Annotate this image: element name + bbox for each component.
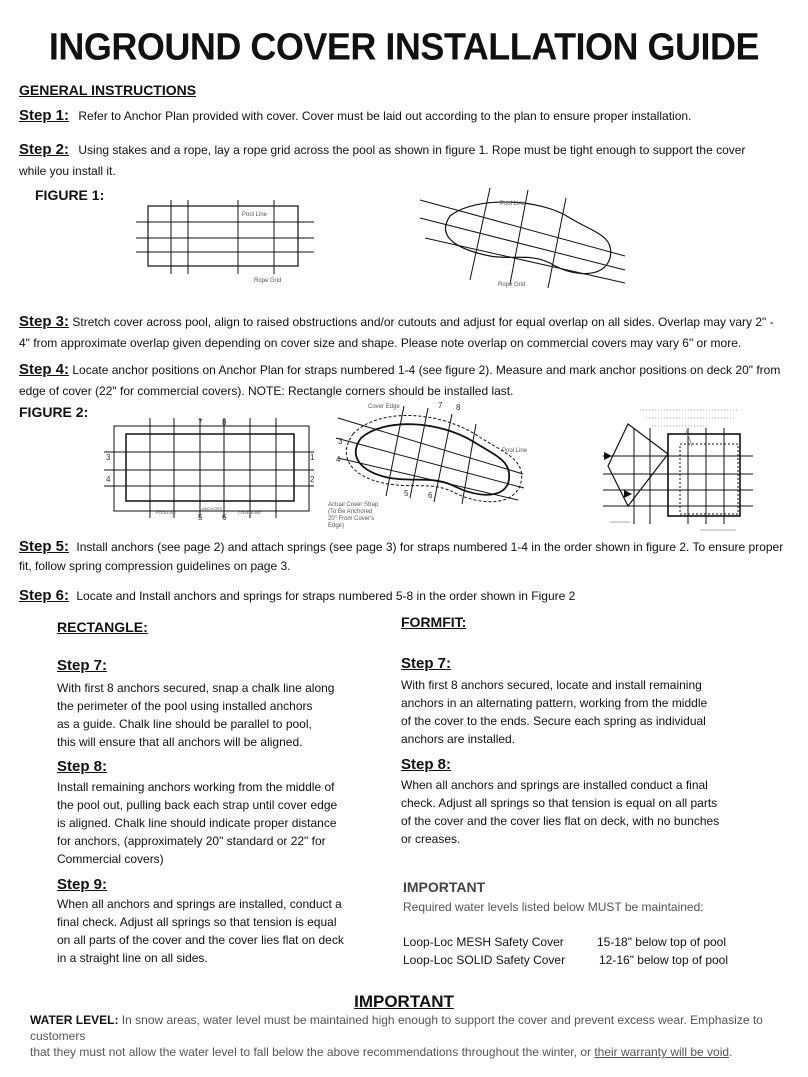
- water-level-text-b: that they must not allow the water level to fall below the above recommendations throughout the winter, or: [30, 1045, 591, 1059]
- rope-line: [420, 200, 625, 256]
- pool-line-label: Pool Line: [242, 212, 268, 218]
- important-box-heading: IMPORTANT: [403, 879, 486, 895]
- formfit-step-7-line: of the cover to the ends. Secure each spring as individual: [401, 714, 706, 728]
- strap-number-8: 8: [456, 403, 461, 412]
- rect-step-8-line: is aligned. Chalk line should indicate proper distance: [57, 816, 337, 830]
- rope-line: [470, 188, 490, 280]
- rect-step-9-text: [57, 895, 357, 967]
- water-level-end: .: [729, 1045, 733, 1059]
- general-instructions-heading: GENERAL INSTRUCTIONS: [19, 82, 197, 98]
- corner-strap-path: [608, 424, 668, 506]
- pool-line-label: Pool Line: [502, 448, 528, 454]
- formfit-step-7-line: With first 8 anchors secured, locate and install remaining: [401, 678, 702, 692]
- water-level-table: [403, 933, 733, 969]
- step-4-text-a: Locate anchor positions on Anchor Plan for straps numbered 1-4 (see figure 2). Measure and mark anchor positions on deck 20" from: [72, 363, 781, 377]
- formfit-heading: FORMFIT:: [401, 614, 467, 630]
- step-4-label: Step 4:: [19, 361, 70, 378]
- cover-type: Loop-Loc SOLID Safety Cover: [403, 953, 566, 967]
- rect-step-7-text: [57, 679, 357, 751]
- rect-step-8-text: [57, 778, 357, 868]
- rect-step-9-line: final check. Adjust all springs so that tension is equal: [57, 915, 337, 929]
- formfit-step-8-line: check. Adjust all springs so that tension is equal on all parts: [401, 796, 718, 810]
- step-2-text-a: Using stakes and a rope, lay a rope grid across the pool as shown in figure 1. Rope must be tight enough to support the cover: [78, 143, 746, 157]
- figure-2-rectangle-diagram: [104, 418, 319, 523]
- rope-grid-label: Rope Grid: [498, 282, 526, 288]
- rect-step-7-label: Step 7:: [57, 657, 108, 674]
- actual-strap-line-1: Actual Cover Strap: [328, 502, 379, 508]
- water-level-value: 15-18" below top of pool: [597, 935, 727, 949]
- strap-number-6: 6: [222, 513, 227, 522]
- strap-number-6: 6: [428, 491, 433, 500]
- actual-strap-line-3: 20" From Cover's: [328, 516, 375, 522]
- formfit-step-8-line: of the cover and the cover lies flat on deck, with no bunches: [401, 814, 720, 828]
- water-level-label: WATER LEVEL:: [30, 1013, 119, 1027]
- step-5: [19, 537, 799, 557]
- strap-number-8: 8: [222, 418, 227, 427]
- coverline-label: COVERLINE: [238, 510, 262, 515]
- figure-1-rectangle-diagram: [136, 200, 316, 290]
- figure-2-corner-detail-diagram: [588, 406, 758, 536]
- water-level-row: [403, 951, 733, 969]
- footer-important-heading: IMPORTANT: [354, 992, 454, 1011]
- step-1-label: Step 1:: [19, 107, 70, 124]
- rect-step-7-line: With first 8 anchors secured, snap a chalk line along: [57, 681, 335, 695]
- strap-number-5: 5: [404, 489, 409, 498]
- step-5-label: Step 5:: [19, 538, 70, 555]
- step-6-text: Locate and Install anchors and springs for straps numbered 5-8 in the order shown in Figure 2: [76, 589, 576, 603]
- step-5-text-b: fit, follow spring compression guidelines on page 3.: [19, 559, 291, 573]
- formfit-step-8-line: or creases.: [401, 832, 461, 846]
- formfit-step-7-label: Step 7:: [401, 655, 452, 672]
- water-level-value: 12-16" below top of pool: [599, 953, 729, 967]
- strap-number-4: 4: [336, 455, 341, 464]
- rope-grid-label: Rope Grid: [254, 278, 282, 284]
- arrow-icon: [624, 490, 632, 498]
- water-level-row: [403, 933, 733, 951]
- pool-outline-rect: [126, 434, 294, 501]
- rect-step-7-line: this will ensure that all anchors will be aligned.: [57, 735, 303, 749]
- strap-number-7: 7: [438, 401, 443, 410]
- figure-1-label: FIGURE 1:: [35, 187, 105, 203]
- formfit-step-7-text: [401, 676, 731, 748]
- figure-1-kidney-diagram: [420, 188, 630, 293]
- rect-step-9-label: Step 9:: [57, 876, 108, 893]
- pool-corner-outline: [668, 434, 740, 516]
- strap-number-7: 7: [198, 418, 203, 427]
- rect-step-8-label: Step 8:: [57, 758, 108, 775]
- cover-outline-rect: [114, 426, 309, 511]
- rect-step-8-line: the pool out, pulling back each strap until cover edge: [57, 798, 338, 812]
- strap-number-1: 1: [310, 453, 315, 462]
- step-3-label: Step 3:: [19, 313, 70, 330]
- step-6-label: Step 6:: [19, 587, 70, 604]
- water-level-note: [30, 1012, 800, 1060]
- strap-number-3: 3: [338, 437, 343, 446]
- formfit-step-8-label: Step 8:: [401, 756, 452, 773]
- step-3: [19, 312, 799, 332]
- rectangle-heading: RECTANGLE:: [57, 619, 148, 635]
- strap-line: [386, 406, 404, 496]
- kidney-pool-outline: [356, 424, 509, 495]
- rect-step-7-line: the perimeter of the pool using installed anchors: [57, 699, 313, 713]
- kidney-pool-outline: [446, 202, 611, 274]
- poolline-label: POOLLINE: [156, 510, 177, 515]
- actual-strap-line-4: Edge): [328, 523, 345, 529]
- step-6: [19, 586, 799, 606]
- pool-line-label: Pool Line: [500, 201, 526, 207]
- step-3-text-b: 4" from approximate overlap given depending on cover size and shape. Please note overlap on commercial covers may vary 6" or more.: [19, 336, 742, 350]
- step-5-text-a: Install anchors (see page 2) and attach springs (see page 3) for straps numbered 1-4 in the order shown in figure 2. To ensure proper: [76, 540, 784, 554]
- step-2-label: Step 2:: [19, 141, 70, 158]
- rect-step-8-line: for anchors, (approximately 20" standard or 22" for: [57, 834, 326, 848]
- cover-edge-label: Cover Edge: [368, 404, 400, 410]
- step-3-text-a: Stretch cover across pool, align to raised obstructions and/or cutouts and adjust for equal overlap on all sides. Overlap may vary 2" -: [72, 315, 774, 329]
- step-1-text: Refer to Anchor Plan provided with cover. Cover must be laid out according to the plan to ensure proper installation.: [78, 109, 692, 123]
- formfit-step-8-line: When all anchors and springs are installed conduct a final: [401, 778, 708, 792]
- rect-step-7-line: as a guide. Chalk line should be parallel to pool,: [57, 717, 312, 731]
- rect-step-9-line: on all parts of the cover and the cover lies flat on deck: [57, 933, 344, 947]
- anchors-label: ANCHORS: [202, 506, 223, 511]
- formfit-step-8-text: [401, 776, 731, 848]
- cover-type: Loop-Loc MESH Safety Cover: [403, 935, 564, 949]
- warranty-void-text: their warranty will be void: [594, 1045, 730, 1059]
- page-title: INGROUND COVER INSTALLATION GUIDE: [48, 24, 760, 68]
- rect-step-8-line: Commercial covers): [57, 852, 164, 866]
- water-level-text-a: In snow areas, water level must be maintained high enough to support the cover and prevent excess wear. Emphasize to customers: [30, 1013, 763, 1043]
- formfit-step-7-line: anchors are installed.: [401, 732, 516, 746]
- rect-step-9-line: When all anchors and springs are installed, conduct a: [57, 897, 342, 911]
- strap-number-5: 5: [198, 513, 203, 522]
- rect-step-8-line: Install remaining anchors working from the middle of: [57, 780, 335, 794]
- cover-edge-outline: [680, 444, 738, 514]
- strap-number-4: 4: [106, 475, 111, 484]
- strap-line: [410, 408, 428, 498]
- actual-strap-line-2: (To Be Anchored: [328, 509, 373, 515]
- strap-number-2: 2: [310, 475, 315, 484]
- step-4: [19, 360, 799, 380]
- step-2-text-b: while you install it.: [19, 164, 116, 178]
- step-1: [19, 106, 799, 126]
- figure-2-formfit-diagram: [328, 396, 528, 531]
- strap-number-3: 3: [106, 453, 111, 462]
- important-box-subtitle: Required water levels listed below MUST be maintained:: [403, 900, 704, 914]
- step-2: [19, 140, 799, 160]
- figure-2-label: FIGURE 2:: [19, 404, 89, 420]
- rect-step-9-line: in a straight line on all sides.: [57, 951, 208, 965]
- step-4-text-b: edge of cover (22" for commercial covers). NOTE: Rectangle corners should be installed last.: [19, 384, 514, 398]
- formfit-step-7-line: anchors in an alternating pattern, working from the middle: [401, 696, 708, 710]
